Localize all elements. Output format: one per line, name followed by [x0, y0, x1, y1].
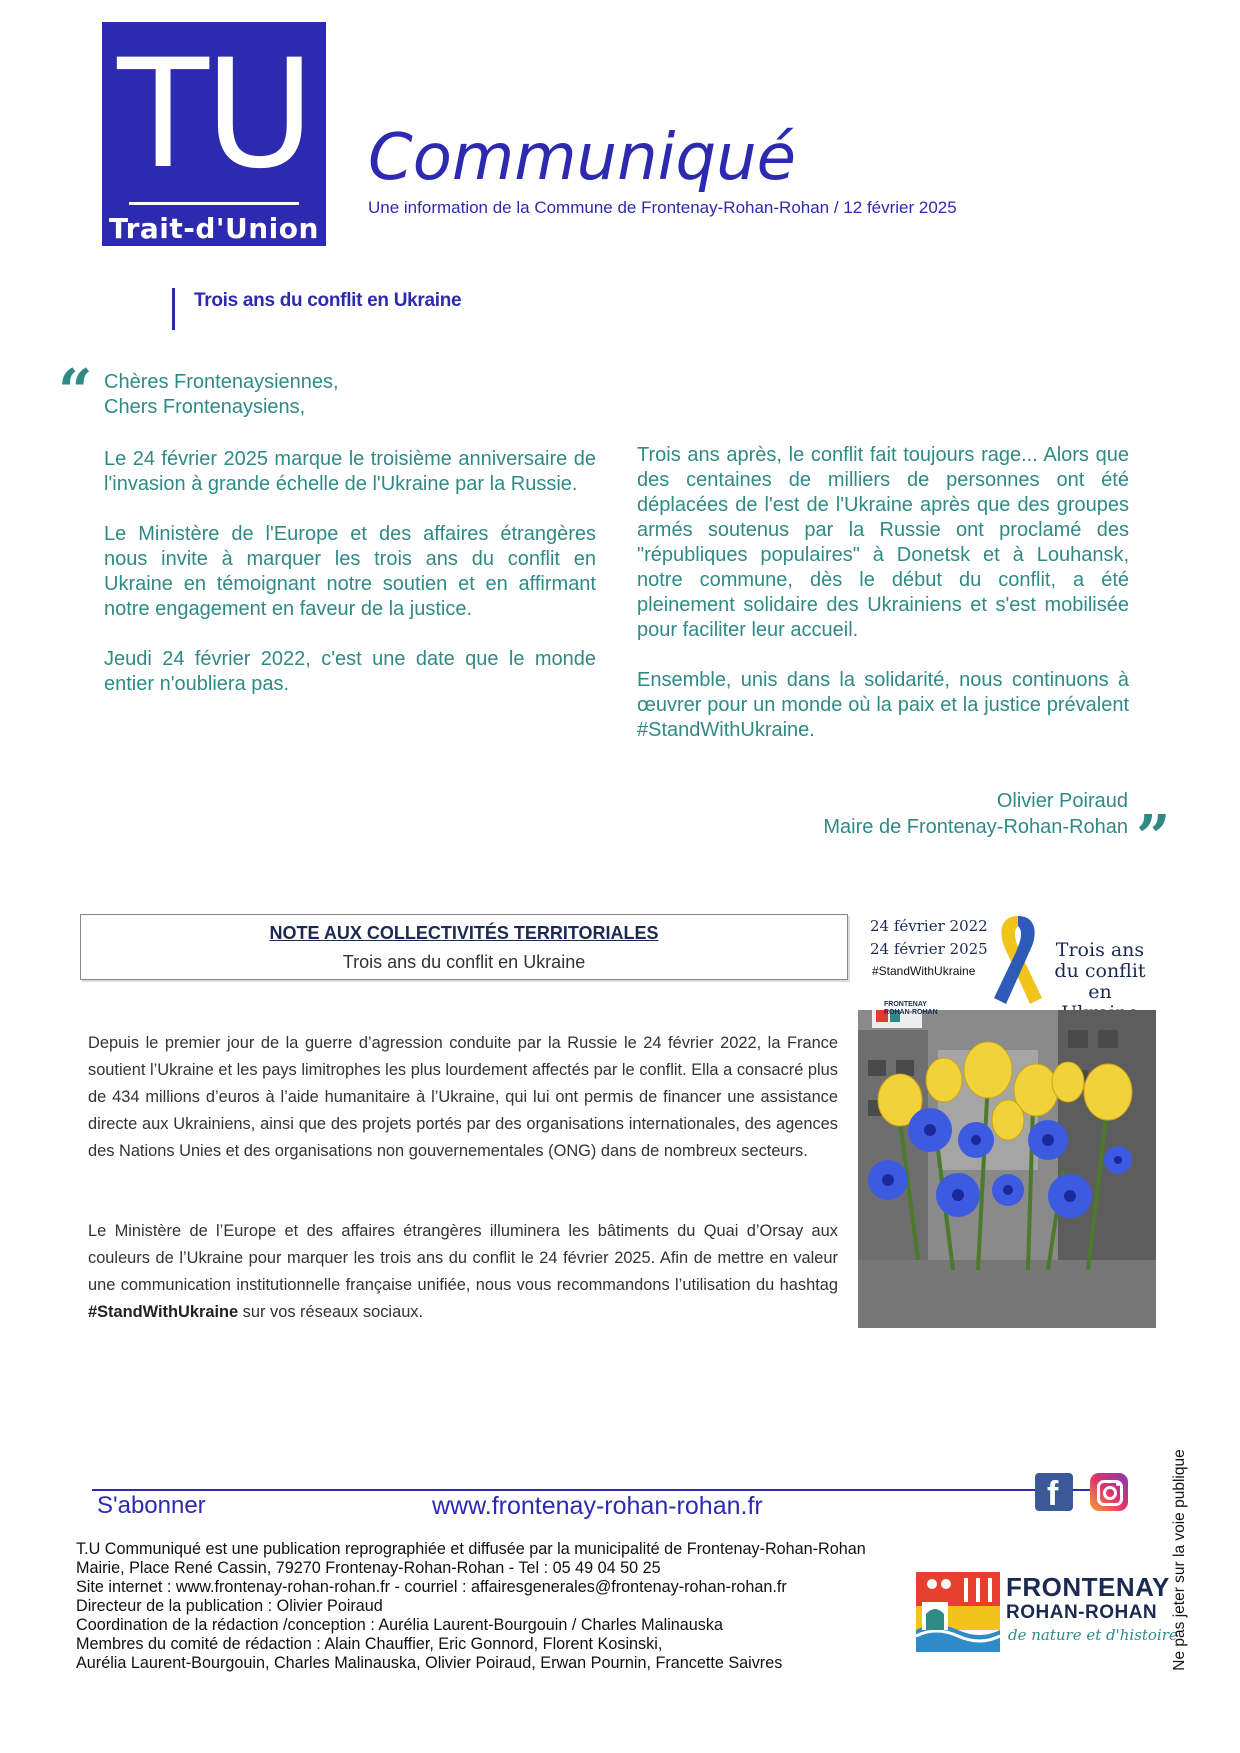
poster-headline-line: en	[1088, 981, 1112, 1003]
letter-paragraph: Ensemble, unis dans la solidarité, nous continuons à œuvrer pour un monde où la paix et la justice prévalent #StandWithUkraine.	[637, 669, 1129, 741]
poster-headline-line: du conflit	[1054, 960, 1146, 982]
logo-divider	[129, 202, 299, 205]
poster-logo-label	[884, 1001, 938, 1017]
facebook-icon[interactable]: f	[1035, 1473, 1073, 1511]
logo-sub-text: Trait-d'Union	[109, 212, 319, 245]
credits-line: Aurélia Laurent-Bourgouin, Charles Malinauska, Olivier Poiraud, Erwan Pournin, Francette Saivres	[76, 1654, 783, 1672]
brand-tagline: de nature et d'histoire	[1008, 1626, 1178, 1644]
signature-name: Olivier Poiraud	[996, 790, 1128, 812]
letter-paragraph: Le Ministère de l'Europe et des affaires étrangères nous invite à marquer les trois ans du conflit en Ukraine en témoignant notre soutien et en affirmant notre engagement en faveur de la justice.	[104, 523, 596, 620]
poster-date-end: 24 février 2025	[870, 940, 988, 958]
note-title: NOTE AUX COLLECTIVITÉS TERRITORIALES	[269, 923, 659, 943]
letter-greeting	[104, 370, 339, 420]
credits-line: Mairie, Place René Cassin, 79270 Frontenay-Rohan-Rohan - Tel : 05 49 04 50 25	[76, 1559, 661, 1577]
note-paragraph	[88, 1218, 838, 1326]
letter-paragraph: Jeudi 24 février 2022, c'est une date que le monde entier n'oubliera pas.	[104, 648, 596, 695]
subscribe-link[interactable]: S'abonner	[97, 1492, 206, 1519]
quote-open-icon: “	[58, 357, 93, 427]
website-link[interactable]: www.frontenay-rohan-rohan.fr	[432, 1492, 763, 1520]
frontenay-logo-icon	[912, 1566, 1004, 1658]
credits-line: Membres du comité de rédaction : Alain Chauffier, Eric Gonnord, Florent Kosinski,	[76, 1635, 663, 1653]
note-header-box	[80, 914, 848, 980]
credits-line: T.U Communiqué est une publication reprographiée et diffusée par la municipalité de Frontenay-Rohan-Rohan	[76, 1540, 866, 1558]
vertical-notice	[1164, 1440, 1196, 1680]
poster-flowers-image	[858, 1010, 1156, 1328]
topic-marker	[172, 288, 175, 330]
signature-title: Maire de Frontenay-Rohan-Rohan	[823, 816, 1128, 838]
note-hashtag: #StandWithUkraine	[88, 1303, 239, 1321]
brand-name-2: ROHAN-ROHAN	[1006, 1602, 1158, 1623]
credits-line: Directeur de la publication : Olivier Poiraud	[76, 1597, 383, 1615]
credits-line: Site internet : www.frontenay-rohan-rohan.fr - courriel : affairesgenerales@frontenay-rohan-rohan.fr	[76, 1578, 787, 1596]
poster-hashtag: #StandWithUkraine	[872, 964, 976, 978]
credits-line: Coordination de la rédaction /conception : Aurélia Laurent-Bourgouin / Charles Malinauska	[76, 1616, 723, 1634]
note-text: Le Ministère de l’Europe et des affaires étrangères illuminera les bâtiments du Quai d’Orsay aux couleurs de l’Ukraine pour marquer les trois ans du conflit le 24 février 2025. Afin de mettre en valeur une communication institutionnelle française unifiée, nous vous recommandons l’utilisation du hashtag	[88, 1222, 838, 1294]
publication-credits	[76, 1540, 866, 1673]
letter-column-right	[637, 443, 1129, 768]
letter-signature	[823, 788, 1128, 840]
instagram-icon[interactable]	[1090, 1473, 1128, 1511]
logo-main-text: TU	[117, 28, 311, 202]
vertical-notice-text: Ne pas jeter sur la voie publique	[1171, 1449, 1188, 1671]
poster-date-start: 24 février 2022	[870, 917, 988, 935]
trait-dunion-logo	[102, 22, 326, 246]
page-title: Communiqué	[368, 121, 796, 195]
page-subtitle: Une information de la Commune de Frontenay-Rohan-Rohan / 12 février 2025	[368, 198, 957, 217]
letter-column-left	[104, 447, 596, 722]
poster-logo-line: FRONTENAY	[884, 1001, 927, 1008]
letter-paragraph: Le 24 février 2025 marque le troisième anniversaire de l'invasion à grande échelle de l'Ukraine par la Russie.	[104, 448, 596, 495]
quote-close-icon: ”	[1136, 803, 1171, 873]
greeting-line-1: Chères Frontenaysiennes,	[104, 371, 339, 393]
poster-headline-line: Trois ans	[1055, 939, 1145, 961]
topic-heading: Trois ans du conflit en Ukraine	[194, 290, 462, 311]
note-text: sur vos réseaux sociaux.	[238, 1303, 424, 1321]
footer-divider	[92, 1489, 1127, 1491]
brand-name: FRONTENAY	[1006, 1572, 1170, 1602]
note-subtitle: Trois ans du conflit en Ukraine	[342, 952, 586, 972]
letter-paragraph: Trois ans après, le conflit fait toujours rage... Alors que des centaines de milliers de personnes ont été déplacées de l'est de l'Ukraine après que des groupes armés soutenus par la Russie ont proclamé des "républiques populaires" à Donetsk et à Louhansk, notre commune, dès le début du conflit, a été pleinement solidaire des Ukrainiens et s'est mobilisée pour faciliter leur accueil.	[637, 444, 1129, 641]
ribbon-icon	[990, 912, 1046, 1008]
greeting-line-2: Chers Frontenaysiens,	[104, 396, 306, 418]
poster-logo-line: ROHAN-ROHAN	[884, 1009, 938, 1016]
note-paragraph: Depuis le premier jour de la guerre d’agression conduite par la Russie le 24 février 2022, la France soutient l’Ukraine et les pays limitrophes les plus lourdement affectés par le conflit. Ella a consacré plus de 434 millions d’euros à l’aide humanitaire à l’Ukraine, qui lui ont permis de financer une assistance directe aux Ukrainiens, ainsi que des projets portés par des organisations internationales, des agences des Nations Unies et des organisations non gouvernementales (ONG) dans de nombreux secteurs.	[88, 1034, 838, 1160]
